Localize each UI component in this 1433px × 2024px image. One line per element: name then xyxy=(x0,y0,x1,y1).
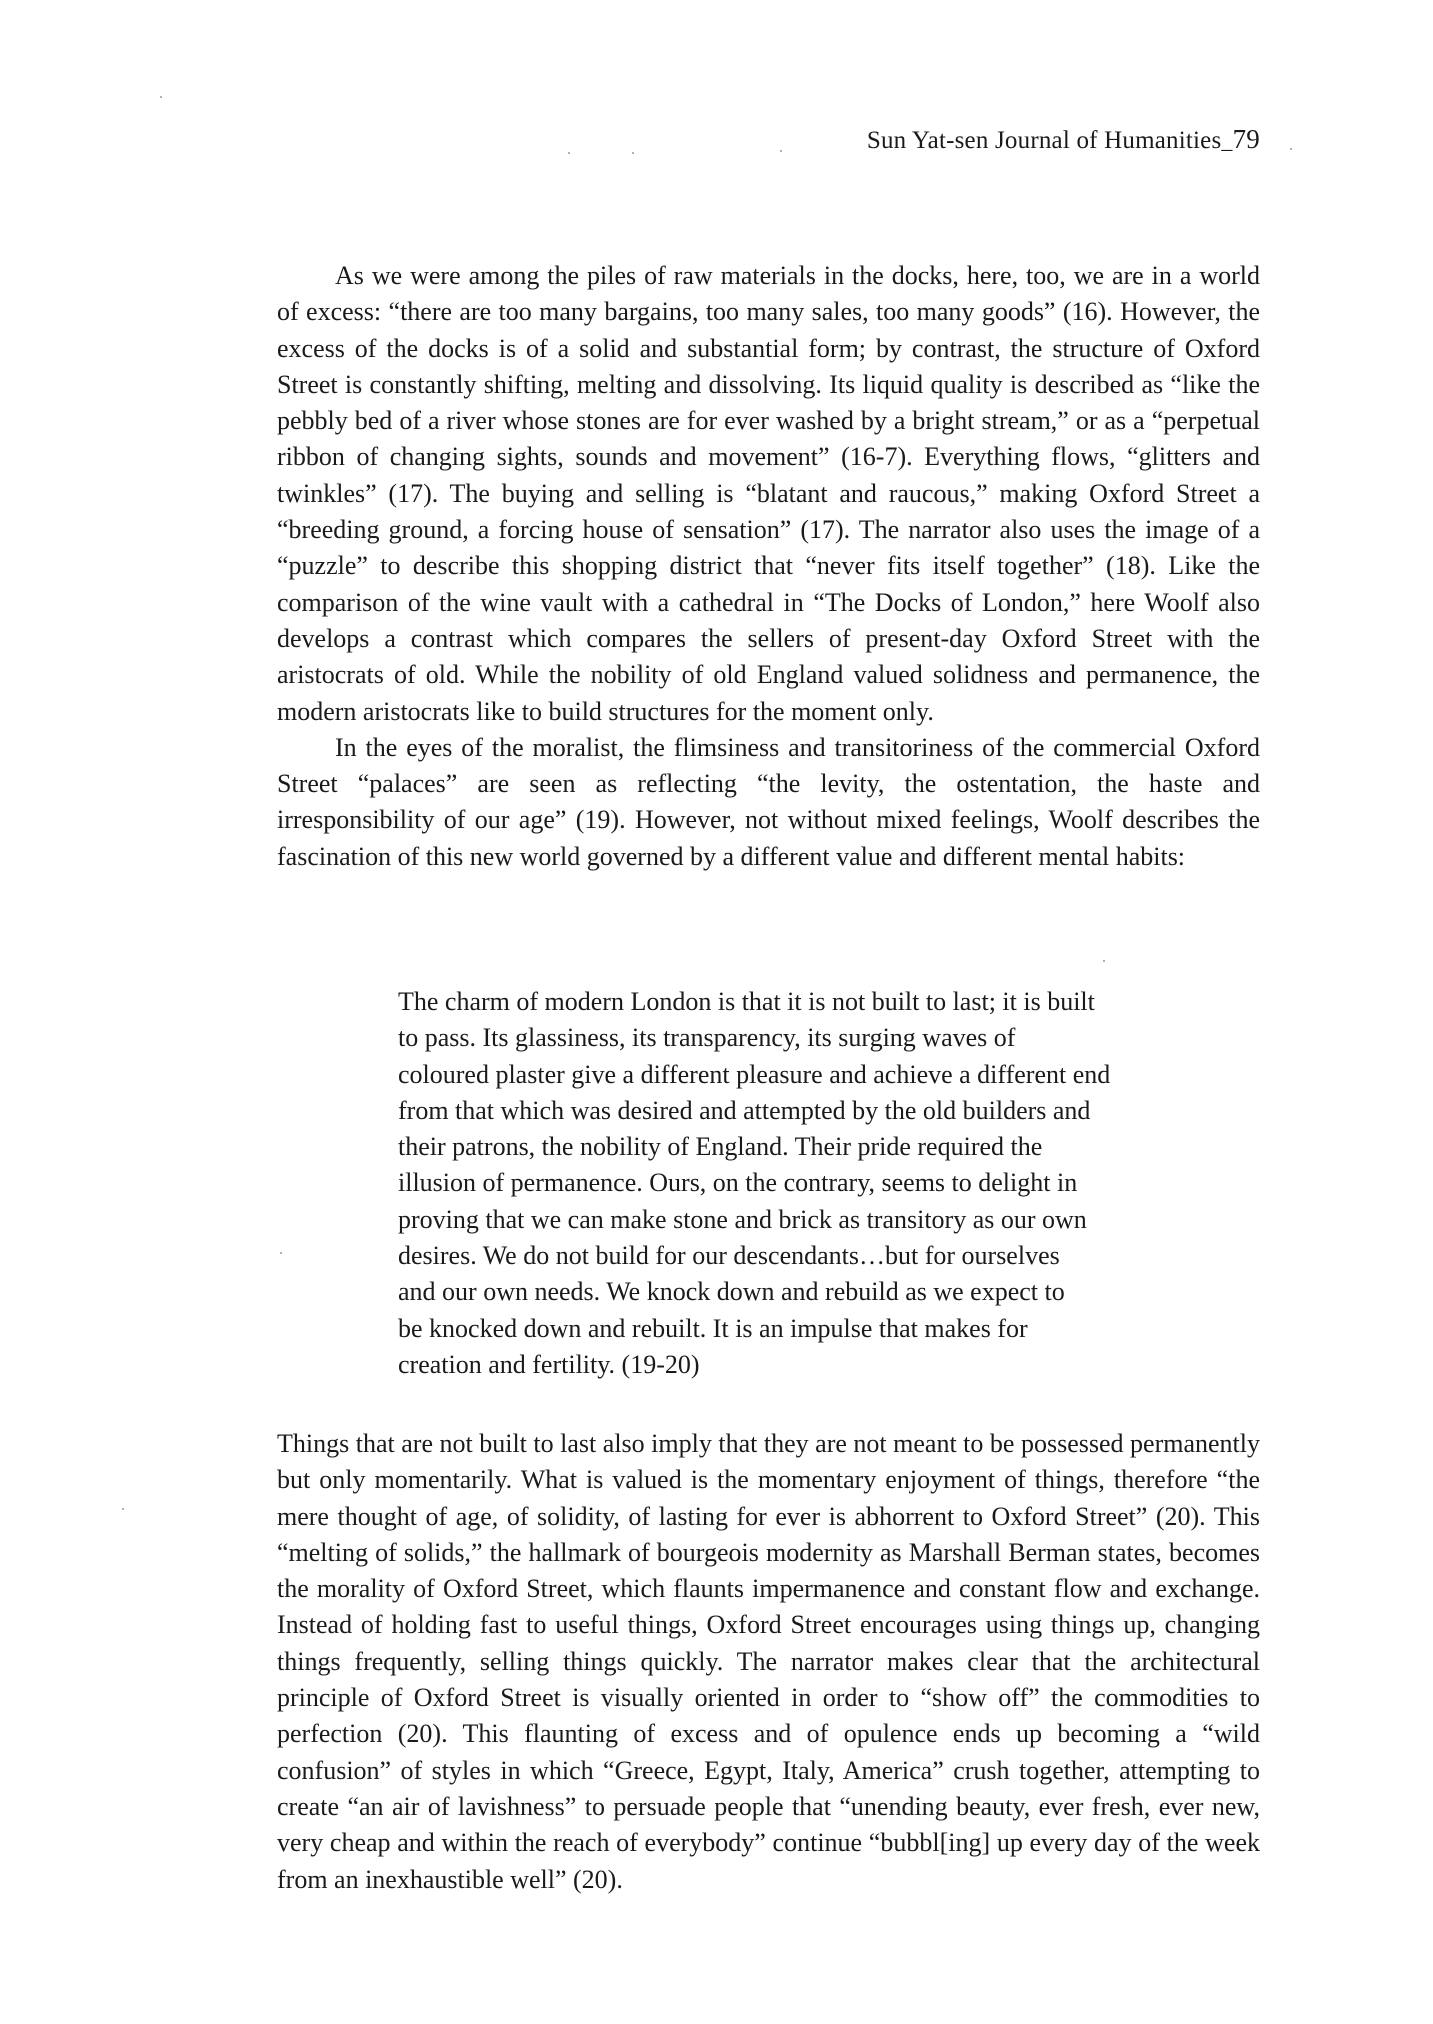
quote-line: from that which was desired and attempted by the old builders and xyxy=(398,1095,1091,1125)
scan-speck xyxy=(122,1508,124,1510)
scan-speck xyxy=(160,96,162,98)
scan-speck xyxy=(1103,960,1105,962)
quote-line: to pass. Its glassiness, its transparency, its surging waves of xyxy=(398,1023,1016,1053)
quote-line: proving that we can make stone and brick as transitory as our own xyxy=(398,1204,1087,1234)
scan-speck xyxy=(280,1252,282,1254)
running-header xyxy=(820,124,1260,155)
quote-line: be knocked down and rebuilt. It is an impulse that makes for xyxy=(398,1313,1028,1343)
quote-line: coloured plaster give a different pleasure and achieve a different end xyxy=(398,1059,1111,1089)
header-separator: _ xyxy=(1221,128,1233,153)
paragraph-not-built-to-last: Things that are not built to last also imply that they are not meant to be possessed permanently but only momentarily. What is valued is the momentary enjoyment of things, therefore “the mere thought of age, of solidity, of lasting for ever is abhorrent to Oxford Street” (20). This “melting of solids,” the hallmark of bourgeois modernity as Marshall Berman states, becomes the morality of Oxford Street, which flaunts impermanence and constant flow and exchange. Instead of holding fast to useful things, Oxford Street encourages using things up, changing things frequently, selling things quickly. The narrator makes clear that the architectural principle of Oxford Street is visually oriented in order to “show off” the commodities to perfection (20). This flaunting of excess and of opulence ends up becoming a “wild confusion” of styles in which “Greece, Egypt, Italy, America” crush together, attempting to create “an air of lavishness” to persuade people that “unending beauty, ever fresh, ever new, very cheap and within the reach of everybody” continue “bubbl[ing] up every day of the week from an inexhaustible well” (20). xyxy=(277,1429,1260,1894)
scan-speck xyxy=(568,152,570,154)
quote-line: creation and fertility. (19-20) xyxy=(398,1349,700,1379)
quote-line: The charm of modern London is that it is not built to last; it is built xyxy=(398,987,1095,1016)
scan-speck xyxy=(1290,148,1292,150)
scan-speck xyxy=(780,150,782,152)
quote-line: and our own needs. We knock down and rebuild as we expect to xyxy=(398,1277,1065,1307)
quote-line: desires. We do not build for our descendants…but for ourselves xyxy=(398,1241,1060,1271)
quote-line: their patrons, the nobility of England. Their pride required the xyxy=(398,1132,1043,1162)
journal-title: Sun Yat-sen Journal of Humanities xyxy=(866,127,1222,154)
page-number: 79 xyxy=(1232,124,1260,154)
quote-line: illusion of permanence. Ours, on the contrary, seems to delight in xyxy=(398,1168,1078,1198)
block-quotation xyxy=(398,984,1198,1383)
scan-speck xyxy=(632,152,634,154)
body-text-bottom xyxy=(277,1426,1260,1898)
body-text-top xyxy=(277,258,1260,875)
paragraph-docks-excess: As we were among the piles of raw materials in the docks, here, too, we are in a world of excess: “there are too many bargains, too many sales, too many goods” (16). However, the excess of the docks is of a solid and substantial form; by contrast, the structure of Oxford Street is constantly shifting, melting and dissolving. Its liquid quality is described as “like the pebbly bed of a river whose stones are for ever washed by a bright stream,” or as a “perpetual ribbon of changing sights, sounds and movement” (16-7). Everything flows, “glitters and twinkles” (17). The buying and selling is “blatant and raucous,” making Oxford Street a “breeding ground, a forcing house of sensation” (17). The narrator also uses the image of a “puzzle” to describe this shopping district that “never fits itself together” (18). Like the comparison of the wine vault with a cathedral in “The Docks of London,” here Woolf also develops a contrast which compares the sellers of present-day Oxford Street with the aristocrats of old. While the nobility of old England valued solidness and permanence, the modern aristocrats like to build structures for the moment only. xyxy=(277,261,1260,726)
paragraph-moralist: In the eyes of the moralist, the flimsiness and transitoriness of the commercial Oxford Street “palaces” are seen as reflecting “the levity, the ostentation, the haste and irresponsibility of our age” (19). However, not without mixed feelings, Woolf describes the fascination of this new world governed by a different value and different mental habits: xyxy=(277,732,1260,871)
